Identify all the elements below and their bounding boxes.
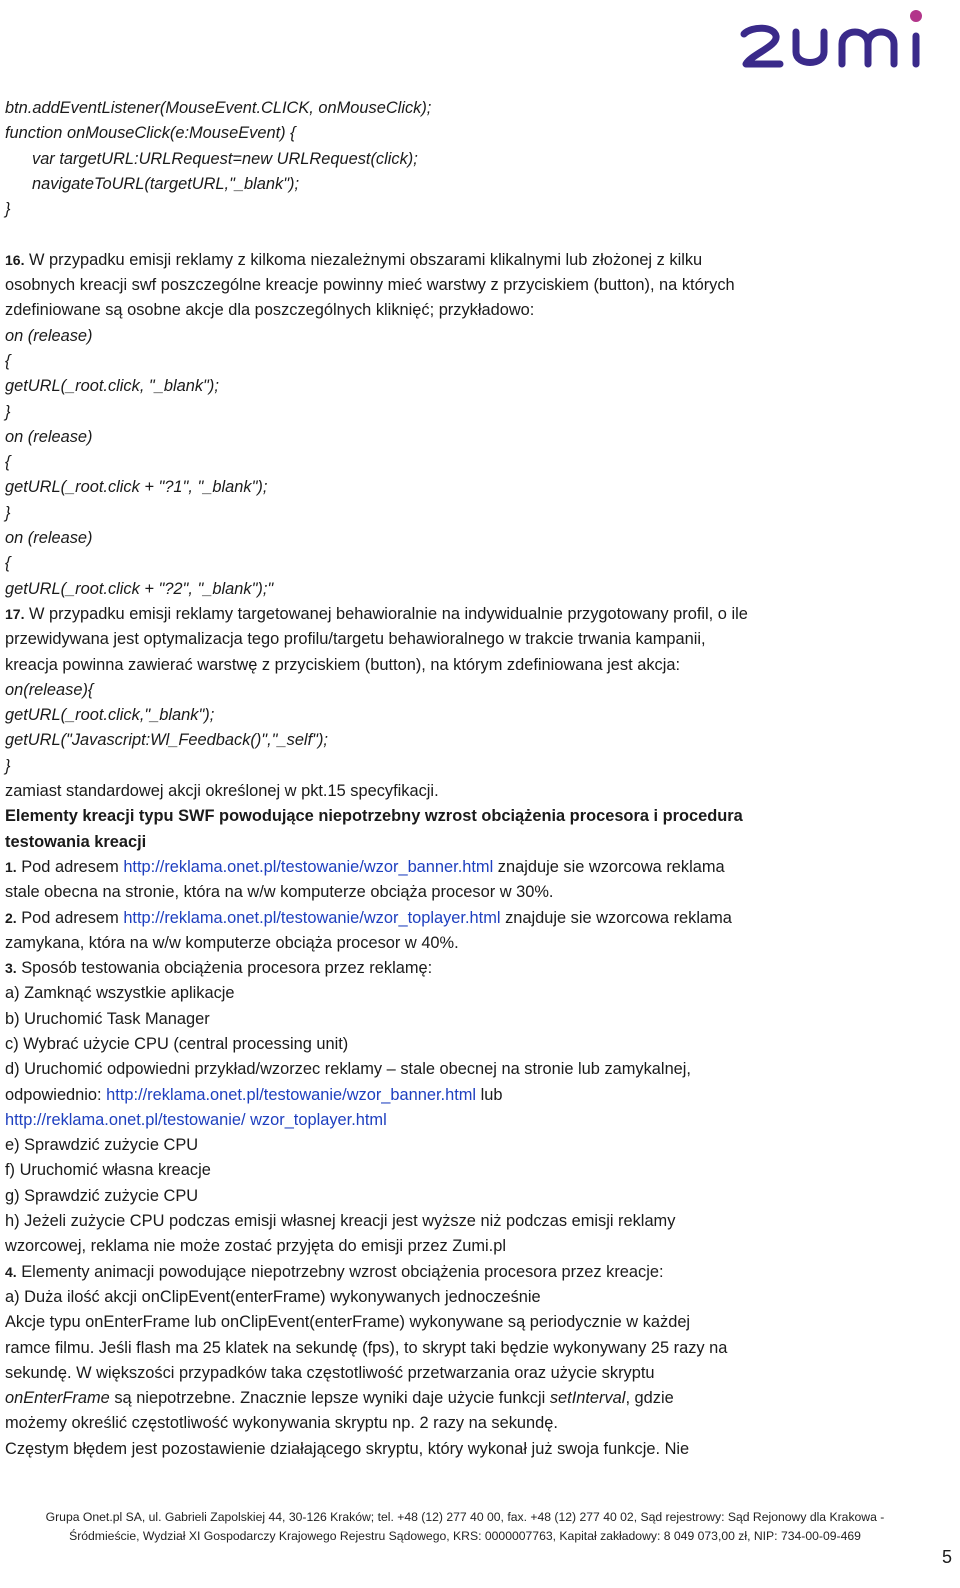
banner-link[interactable]: http://reklama.onet.pl/testowanie/wzor_banner.html (123, 857, 494, 876)
code-line: var targetURL:URLRequest=new URLRequest(click); (32, 149, 418, 168)
section-heading: Elementy kreacji typu SWF powodujące niepotrzebny wzrost obciążenia procesora i procedura (5, 807, 743, 826)
point-1: 1. Pod adresem http://reklama.onet.pl/testowanie/wzor_banner.html znajduje sie wzorcowa reklama (5, 857, 725, 876)
step-c: c) Wybrać użycie CPU (central processing unit) (5, 1034, 349, 1053)
code-line: getURL(_root.click, "_blank"); (5, 377, 219, 396)
code-line: navigateToURL(targetURL,"_blank"); (32, 174, 300, 193)
point-4-line: sekundę. W większości przypadków taka częstotliwość przetwarzania oraz użycie skryptu (5, 1363, 655, 1382)
step-d-link2 (5, 1108, 945, 1133)
section-number: 17. (5, 605, 25, 622)
step-g: g) Sprawdzić zużycie CPU (5, 1186, 199, 1205)
code-line: getURL(_root.click + "?2", "_blank");" (5, 579, 274, 598)
section-16-line: 16. W przypadku emisji reklamy z kilkoma niezależnymi obszarami klikalnymi lub złożonej z kilku (5, 250, 703, 269)
point-3: 3. Sposób testowania obciążenia procesora przez reklamę: (5, 959, 433, 978)
step-e: e) Sprawdzić zużycie CPU (5, 1136, 199, 1155)
point-4-line: Akcje typu onEnterFrame lub onClipEvent(enterFrame) wykonywane są periodycznie w każdej (5, 1313, 691, 1332)
section-17-line: kreacja powinna zawierać warstwę z przyciskiem (button), na którym zdefiniowana jest akcja: (5, 655, 681, 674)
step-f: f) Uruchomić własna kreacje (5, 1161, 211, 1180)
section-17-line: przewidywana jest optymalizacja tego profilu/targetu behawioralnego w trakcie trwania kampanii, (5, 630, 706, 649)
code-line: on (release) (5, 427, 93, 446)
step-d: d) Uruchomić odpowiedni przykład/wzorzec reklamy – stale obecnej na stronie lub zamykalnej, (5, 1060, 691, 1079)
section-16-line: osobnych kreacji swf poszczególne kreacje powinny mieć warstwy z przyciskiem (button), na których (5, 276, 735, 295)
footer-line: Śródmieście, Wydział XI Gospodarczy Krajowego Rejestru Sądowego, KRS: 0000007763, Kapitał zakładowy: 8 049 073,00 zł, NIP: 734-00-09-469 (69, 1529, 861, 1543)
section-17-line: 17. W przypadku emisji reklamy targetowanej behawioralnie na indywidualnie przygotowany profil, o ile (5, 604, 748, 623)
point-4-line: onEnterFrame są niepotrzebne. Znacznie lepsze wyniki daje użycie funkcji setInterval, gdzie (5, 1389, 674, 1408)
section-17-after: zamiast standardowej akcji określonej w pkt.15 specyfikacji. (5, 782, 439, 801)
footer (0, 1508, 930, 1546)
point-1-line: stale obecna na stronie, która na w/w komputerze obciąża procesor w 30%. (5, 883, 554, 902)
point-4: 4. Elementy animacji powodujące niepotrzebny wzrost obciążenia procesora przez kreacje: (5, 1262, 664, 1281)
code-line: { (5, 453, 11, 472)
code-line: } (5, 756, 11, 775)
code-line: } (5, 402, 11, 421)
toplayer-link[interactable]: http://reklama.onet.pl/testowanie/ wzor_toplayer.html (5, 1110, 387, 1129)
section-16-line: zdefiniowane są osobne akcje dla poszczególnych kliknięć; przykładowo: (5, 301, 535, 320)
code-line: { (5, 351, 11, 370)
code-line: getURL(_root.click + "?1", "_blank"); (5, 478, 268, 497)
code-line: getURL(_root.click,"_blank"); (5, 706, 215, 725)
code-line: on(release){ (5, 680, 94, 699)
point-4-a: a) Duża ilość akcji onClipEvent(enterFrame) wykonywanych jednocześnie (5, 1287, 541, 1306)
step-d-links: odpowiednio: http://reklama.onet.pl/testowanie/wzor_banner.html lub (5, 1085, 503, 1104)
step-h: h) Jeżeli zużycie CPU podczas emisji własnej kreacji jest wyższe niż podczas emisji reklamy (5, 1212, 676, 1231)
point-4-line: możemy określić częstotliwość wykonywania skryptu np. 2 razy na sekundę. (5, 1414, 558, 1433)
code-line: { (5, 554, 11, 573)
code-line: function onMouseClick(e:MouseEvent) { (5, 124, 296, 143)
section-heading: testowania kreacji (5, 832, 147, 851)
code-line: } (5, 200, 11, 219)
banner-link[interactable]: http://reklama.onet.pl/testowanie/wzor_banner.html (106, 1085, 477, 1104)
code-line: getURL("Javascript:Wl_Feedback()","_self"); (5, 731, 328, 750)
step-a: a) Zamknąć wszystkie aplikacje (5, 984, 235, 1003)
footer-line: Grupa Onet.pl SA, ul. Gabrieli Zapolskiej 44, 30-126 Kraków; tel. +48 (12) 277 40 00, fax. +48 (12) 277 40 02, Sąd rejestrowy: Sąd Rejonowy dla Krakowa - (45, 1510, 885, 1524)
step-b: b) Uruchomić Task Manager (5, 1009, 210, 1028)
logo-dot (910, 10, 922, 22)
toplayer-link[interactable]: http://reklama.onet.pl/testowanie/wzor_toplayer.html (123, 908, 501, 927)
code-line: } (5, 503, 11, 522)
point-2: 2. Pod adresem http://reklama.onet.pl/testowanie/wzor_toplayer.html znajduje sie wzorcowa reklama (5, 908, 732, 927)
spacer (5, 222, 945, 247)
point-4-line: ramce filmu. Jeśli flash ma 25 klatek na sekundę (fps), to skrypt taki będzie wykonywany 25 razy na (5, 1338, 728, 1357)
step-h-line: wzorcowej, reklama nie może zostać przyjęta do emisji przez Zumi.pl (5, 1237, 506, 1256)
section-number: 16. (5, 251, 25, 268)
code-line: on (release) (5, 326, 93, 345)
document-body (5, 96, 945, 1462)
page-number: 5 (941, 1547, 952, 1567)
zumi-logo (738, 4, 948, 70)
point-4-line: Częstym błędem jest pozostawienie działającego skryptu, który wykonał już swoja funkcje. Nie (5, 1439, 690, 1458)
code-line: btn.addEventListener(MouseEvent.CLICK, onMouseClick); (5, 99, 432, 117)
code-line: on (release) (5, 529, 93, 548)
point-2-line: zamykana, która na w/w komputerze obciąża procesor w 40%. (5, 933, 459, 952)
